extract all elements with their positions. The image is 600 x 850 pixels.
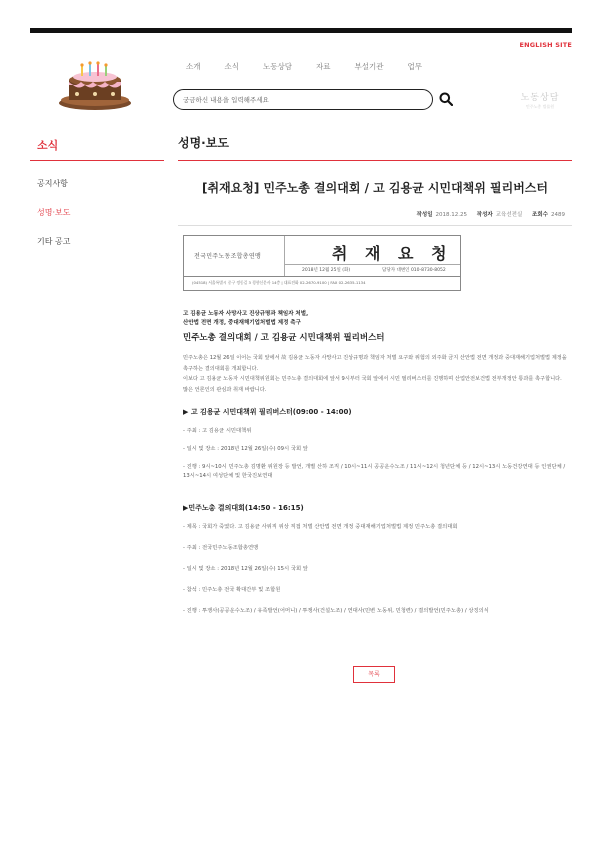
author-label: 작성자 xyxy=(476,212,493,218)
section-line: - 일시 및 장소 : 2018년 12월 26일(수) 15시 국회 앞 xyxy=(183,566,308,572)
section-heading-filibuster: ▶ 고 김용균 시민대책위 필리버스터(09:00 - 14:00) xyxy=(183,408,352,416)
sidebar-divider xyxy=(30,160,164,161)
search-input[interactable]: 궁금하신 내용을 입력해주세요 xyxy=(173,89,433,110)
body-heading: 민주노총 결의대회 / 고 김용균 시민대책위 필리버스터 xyxy=(183,333,385,343)
post-body xyxy=(183,310,573,616)
post-views: 2489 xyxy=(551,212,565,218)
english-site-link[interactable]: ENGLISH SITE xyxy=(519,41,572,49)
meta-divider xyxy=(178,225,572,226)
post-meta xyxy=(409,210,565,218)
section-line: - 주최 : 고 김용균 시민대책위 xyxy=(183,428,252,434)
press-release-header-image xyxy=(183,235,461,291)
sidebar-item-statements[interactable]: 성명·보도 xyxy=(37,208,71,217)
section-line: - 참석 : 민주노총 전국 확대간부 및 조합원 xyxy=(183,587,281,593)
press-org: 전국민주노동조합총연맹 xyxy=(194,253,262,260)
press-contact: 담당자 대변인 010-8730-8052 xyxy=(382,268,446,273)
press-divider-bottom xyxy=(184,276,460,277)
subtitle-line: 고 김용균 노동자 사망사고 진상규명과 책임자 처벌, xyxy=(183,311,309,317)
sidebar-item-other-notices[interactable]: 기타 공고 xyxy=(37,237,71,246)
top-bar xyxy=(30,28,572,33)
body-paragraph: 이보다 고 김용균 노동자 시민대책위원회는 민주노총 결의대회에 앞서 9시부터 국회 앞에서 시민 필리버스터를 진행하며 산업안전보건법 전부개정안 통과를 촉구합니다. xyxy=(183,376,562,382)
nav-item-news[interactable]: 소식 xyxy=(224,62,239,71)
subtitle-line: 산안법 전면 개정, 중대재해기업처벌법 제정 촉구 xyxy=(183,320,301,326)
cake-logo-icon[interactable] xyxy=(55,58,135,114)
section-heading-rally: ▶민주노총 결의대회(14:50 - 16:15) xyxy=(183,504,304,512)
post-title: [취재요청] 민주노총 결의대회 / 고 김용균 시민대책위 필리버스터 xyxy=(202,181,548,195)
counsel-brand-link[interactable] xyxy=(520,90,560,110)
sidebar-menu xyxy=(37,178,70,265)
nav-item-resources[interactable]: 자료 xyxy=(315,62,331,71)
section-line: - 일시 및 장소 : 2018년 12월 26일(수) 09시 국회 앞 xyxy=(183,446,308,452)
section-line: - 주최 : 전국민주노동조합총연맹 xyxy=(183,545,259,551)
post-date: 2018.12.25 xyxy=(435,212,468,218)
nav-item-counsel[interactable]: 노동상담 xyxy=(263,62,292,71)
page-title: 성명·보도 xyxy=(178,136,229,150)
brand-sub-label: 민주노총 법률원 xyxy=(525,104,555,109)
section-line: - 진행 : 투쟁사(공공운수노조) / 유족발언(어머니) / 투쟁사(건설노조) / 연대사(민변 노동위, 민청련) / 결의발언(민주노총) / 상징의식 xyxy=(183,608,489,614)
press-divider-horizontal xyxy=(284,264,460,265)
press-date: 2018년 12월 25일 (화) xyxy=(302,268,351,273)
list-button[interactable]: 목록 xyxy=(353,666,395,683)
press-divider-vertical xyxy=(284,236,285,276)
body-paragraph: 민주노총은 12월 26일 이어는 국회 앞에서 故 김용균 노동자 사망사고 진상규명과 책임자 처벌 요구와 위험의 외주화 금지 산안법 전면 개정과 중대재해기업처벌법 제정을 촉구하는 결의대회를 개최합니다. xyxy=(183,355,567,372)
post-author: 교육선전실 xyxy=(495,212,523,218)
brand-main-label: 노동상담 xyxy=(520,93,560,103)
title-divider xyxy=(178,160,572,161)
nav-item-about[interactable]: 소개 xyxy=(186,62,201,71)
press-title: 취 재 요 청 xyxy=(332,244,453,263)
search-icon[interactable] xyxy=(439,92,453,106)
sidebar-item-notices[interactable]: 공지사항 xyxy=(37,179,68,188)
nav-item-work[interactable]: 업무 xyxy=(407,62,422,71)
press-address: (04518) 서울특별시 중구 정동길 3 경향신문사 14층 | 대표전화 02-2670-9100 | FAX 02-2635-1134 xyxy=(192,280,366,285)
section-line: - 진행 : 9시~10시 민주노총 김명환 위원장 등 발언, 개별 산하 조직 / 10시~11시 공공운수노조 / 11시~12시 청년단체 등 / 12시~13시 노동건강연대 등 인권단체 / 13시~14시 여성단체 및 한국진보연대 xyxy=(183,464,566,479)
section-line: - 제목 : 국회가 죽였다. 고 김용균 사위직 위상 직접 처벌 산안법 전면 개정 중대재해기업처벌법 제정 민주노총 결의대회 xyxy=(183,524,458,530)
sidebar-title: 소식 xyxy=(37,139,59,152)
body-paragraph: 많은 언론인의 관심과 취재 바랍니다. xyxy=(183,386,267,393)
date-label: 작성일 xyxy=(416,212,433,218)
views-label: 조회수 xyxy=(532,212,548,218)
nav-item-affiliates[interactable]: 부설기관 xyxy=(354,62,384,71)
main-nav xyxy=(186,61,446,72)
